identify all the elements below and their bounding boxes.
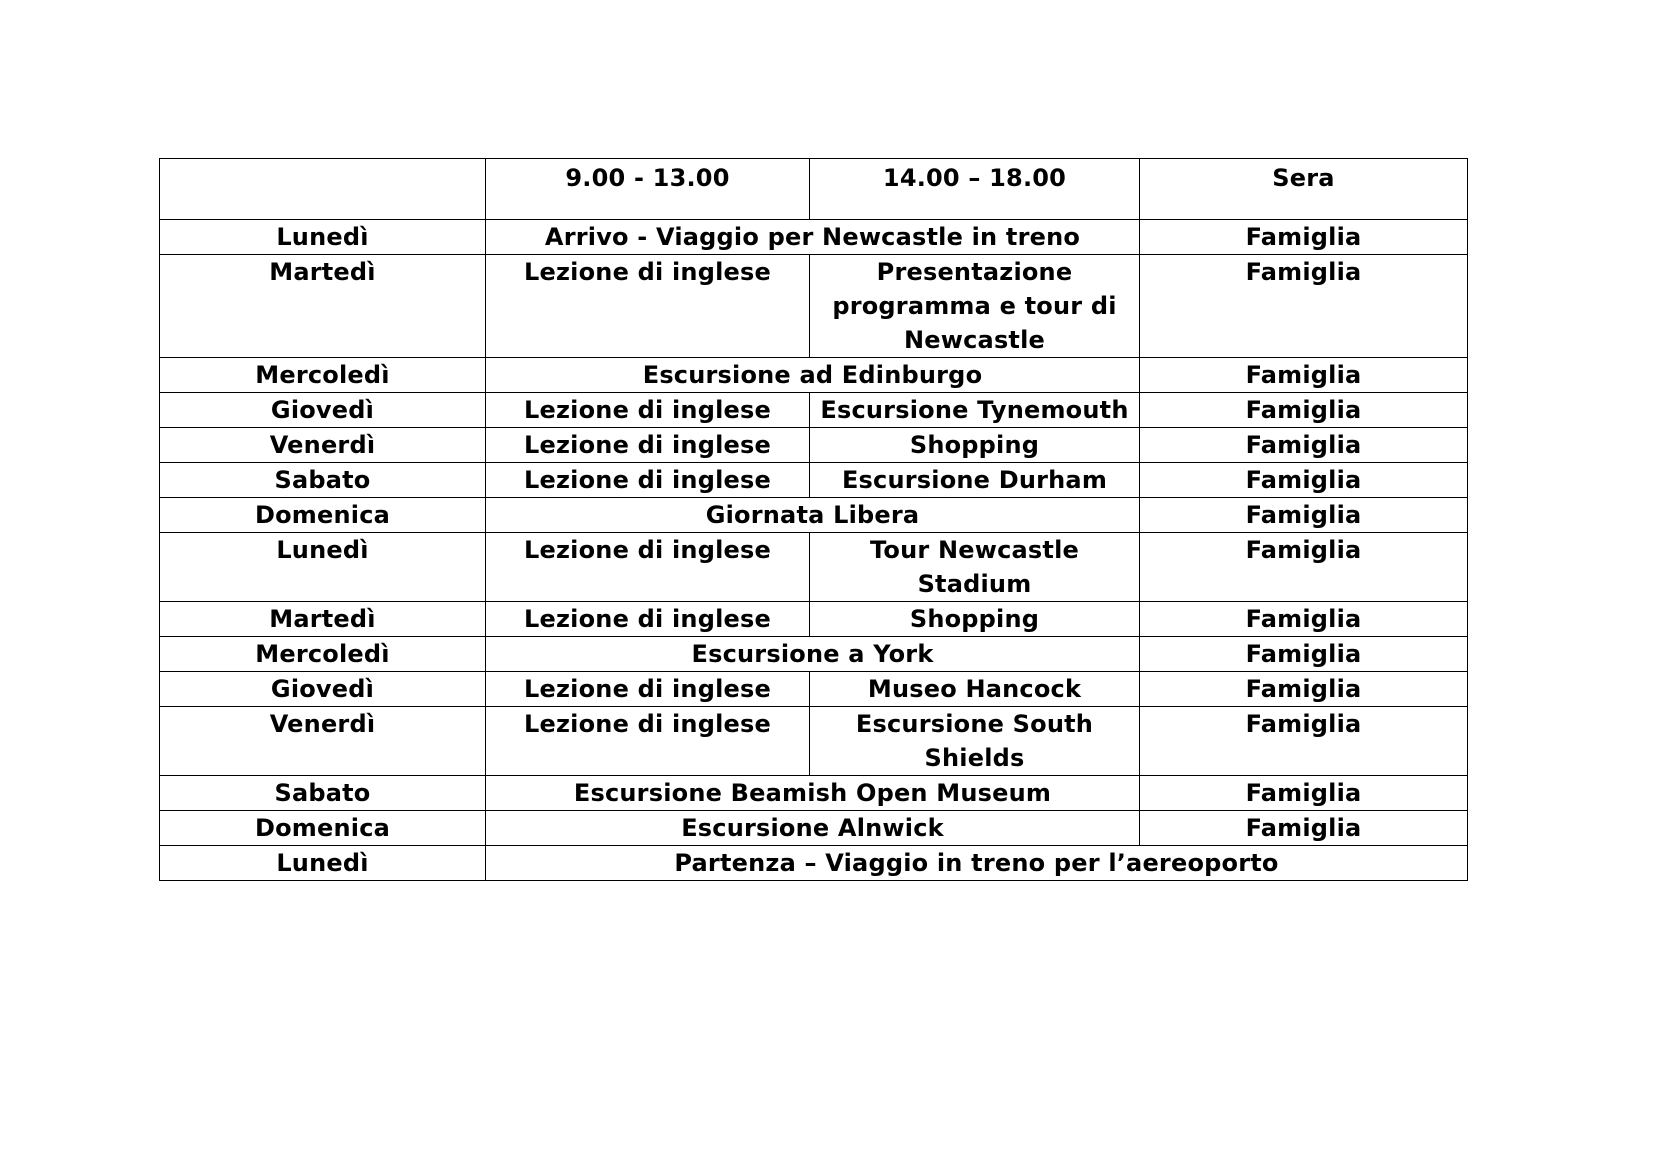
day-cell: Giovedì [160,672,486,707]
table-row [160,255,1468,358]
evening-cell: Famiglia [1140,393,1468,428]
table-row [160,533,1468,602]
day-cell: Lunedì [160,533,486,602]
activity-span-cell: Escursione Alnwick [486,811,1140,846]
morning-cell: Lezione di inglese [486,255,810,358]
table-row [160,672,1468,707]
day-cell: Sabato [160,463,486,498]
afternoon-cell: Tour Newcastle Stadium [810,533,1140,602]
morning-cell: Lezione di inglese [486,602,810,637]
table-row [160,498,1468,533]
afternoon-cell: Escursione South Shields [810,707,1140,776]
activity-span-cell: Escursione a York [486,637,1140,672]
table-row [160,428,1468,463]
evening-cell: Famiglia [1140,811,1468,846]
day-cell: Venerdì [160,428,486,463]
table-row [160,811,1468,846]
header-cell-morning: 9.00 - 13.00 [486,159,810,220]
morning-cell: Lezione di inglese [486,393,810,428]
afternoon-cell: Museo Hancock [810,672,1140,707]
table-row [160,220,1468,255]
table-row [160,637,1468,672]
activity-fullspan-cell: Partenza – Viaggio in treno per l’aereoporto [486,846,1468,881]
afternoon-cell: Escursione Tynemouth [810,393,1140,428]
evening-cell: Famiglia [1140,776,1468,811]
day-cell: Martedì [160,602,486,637]
morning-cell: Lezione di inglese [486,707,810,776]
morning-cell: Lezione di inglese [486,428,810,463]
day-cell: Lunedì [160,220,486,255]
day-cell: Lunedì [160,846,486,881]
evening-cell: Famiglia [1140,498,1468,533]
evening-cell: Famiglia [1140,358,1468,393]
morning-cell: Lezione di inglese [486,533,810,602]
activity-span-cell: Arrivo - Viaggio per Newcastle in treno [486,220,1140,255]
table-row [160,776,1468,811]
morning-cell: Lezione di inglese [486,463,810,498]
evening-cell: Famiglia [1140,428,1468,463]
evening-cell: Famiglia [1140,220,1468,255]
evening-cell: Famiglia [1140,463,1468,498]
morning-cell: Lezione di inglese [486,672,810,707]
evening-cell: Famiglia [1140,533,1468,602]
header-cell-afternoon: 14.00 – 18.00 [810,159,1140,220]
afternoon-cell: Shopping [810,602,1140,637]
day-cell: Domenica [160,811,486,846]
afternoon-cell: Presentazione programma e tour di Newcastle [810,255,1140,358]
day-cell: Venerdì [160,707,486,776]
day-cell: Mercoledì [160,637,486,672]
table-row [160,707,1468,776]
day-cell: Domenica [160,498,486,533]
table-row [160,463,1468,498]
header-cell-empty [160,159,486,220]
evening-cell: Famiglia [1140,672,1468,707]
evening-cell: Famiglia [1140,637,1468,672]
activity-span-cell: Escursione Beamish Open Museum [486,776,1140,811]
table-row [160,358,1468,393]
header-cell-evening: Sera [1140,159,1468,220]
table-row [160,602,1468,637]
day-cell: Giovedì [160,393,486,428]
evening-cell: Famiglia [1140,707,1468,776]
schedule-table [159,158,1468,881]
evening-cell: Famiglia [1140,255,1468,358]
header-row [160,159,1468,220]
afternoon-cell: Escursione Durham [810,463,1140,498]
afternoon-cell: Shopping [810,428,1140,463]
day-cell: Sabato [160,776,486,811]
day-cell: Martedì [160,255,486,358]
activity-span-cell: Escursione ad Edinburgo [486,358,1140,393]
day-cell: Mercoledì [160,358,486,393]
evening-cell: Famiglia [1140,602,1468,637]
activity-span-cell: Giornata Libera [486,498,1140,533]
table-row [160,846,1468,881]
table-row [160,393,1468,428]
